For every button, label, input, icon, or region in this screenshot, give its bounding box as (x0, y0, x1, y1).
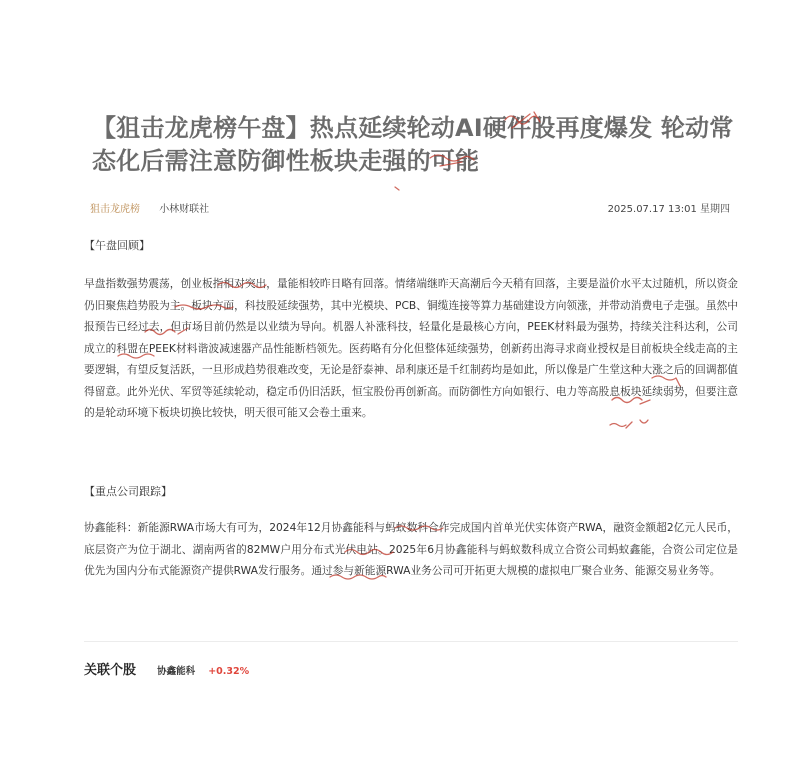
article-title: 【狙击龙虎榜午盘】热点延续轮动AI硬件股再度爆发 轮动常态化后需注意防御性板块走强的可能 (92, 114, 734, 175)
tracking-paragraph: 协鑫能科：新能源RWA市场大有可为，2024年12月协鑫能科与蚂蚁数科合作完成国内首单光伏实体资产RWA，融资金额超2亿元人民币，底层资产为位于湖北、湖南两省的82MW户用分布式光伏电站。2025年6月协鑫能科与蚂蚁数科成立合资公司蚂蚁鑫能，合资公司定位是优先为国内分布式能源资产提供RWA发行服务。通过参与新能源RWA业务公司可开拓更大规模的虚拟电厂聚合业务、能源交易业务等。 (84, 521, 738, 577)
stock-change: +0.32% (208, 666, 250, 677)
scribble-title-3 (395, 187, 399, 190)
column-tag[interactable]: 狙击龙虎榜 (90, 204, 140, 215)
article-meta (90, 202, 738, 218)
related-stocks (84, 659, 249, 679)
publish-date: 2025.07.17 13:01 星期四 (607, 204, 730, 215)
stock-name[interactable]: 协鑫能科 (157, 666, 196, 677)
source-label: 小林财联社 (159, 204, 210, 215)
review-heading: 【午盘回顾】 (84, 239, 150, 252)
divider (84, 641, 738, 642)
review-paragraph: 早盘指数强势震荡，创业板指相对突出，量能相较昨日略有回落。情绪端继昨天高潮后今天稍有回落，主要是溢价水平太过随机，所以资金仍旧聚焦趋势股为主。板块方面，科技股延续强势，其中光模块、PCB、铜缆连接等算力基础建设方向领涨，并带动消费电子走强。虽然中报预告已经过去，但市场目前仍然是以业绩为导向。机器人补涨科技，轻量化是最核心方向，PEEK材料最为强势，持续关注科达利，公司成立的科盟在PEEK材料谐波减速器产品性能断档领先。医药略有分化但整体延续强势，创新药出海寻求商业授权是目前板块全线走高的主要逻辑，有望反复活跃，一旦形成趋势很难改变，无论是舒泰神、昂利康还是千红制药均是如此，所以像是广生堂这种大涨之后的回调都值得留意。此外光伏、军贸等延续轮动，稳定币仍旧活跃，恒宝股份再创新高。而防御性方向如银行、电力等高股息板块延续弱势，但要注意的是轮动环境下板块切换比较快，明天很可能又会卷土重来。 (84, 277, 738, 419)
related-stocks-label: 关联个股 (84, 663, 137, 678)
tracking-heading: 【重点公司跟踪】 (84, 485, 172, 498)
